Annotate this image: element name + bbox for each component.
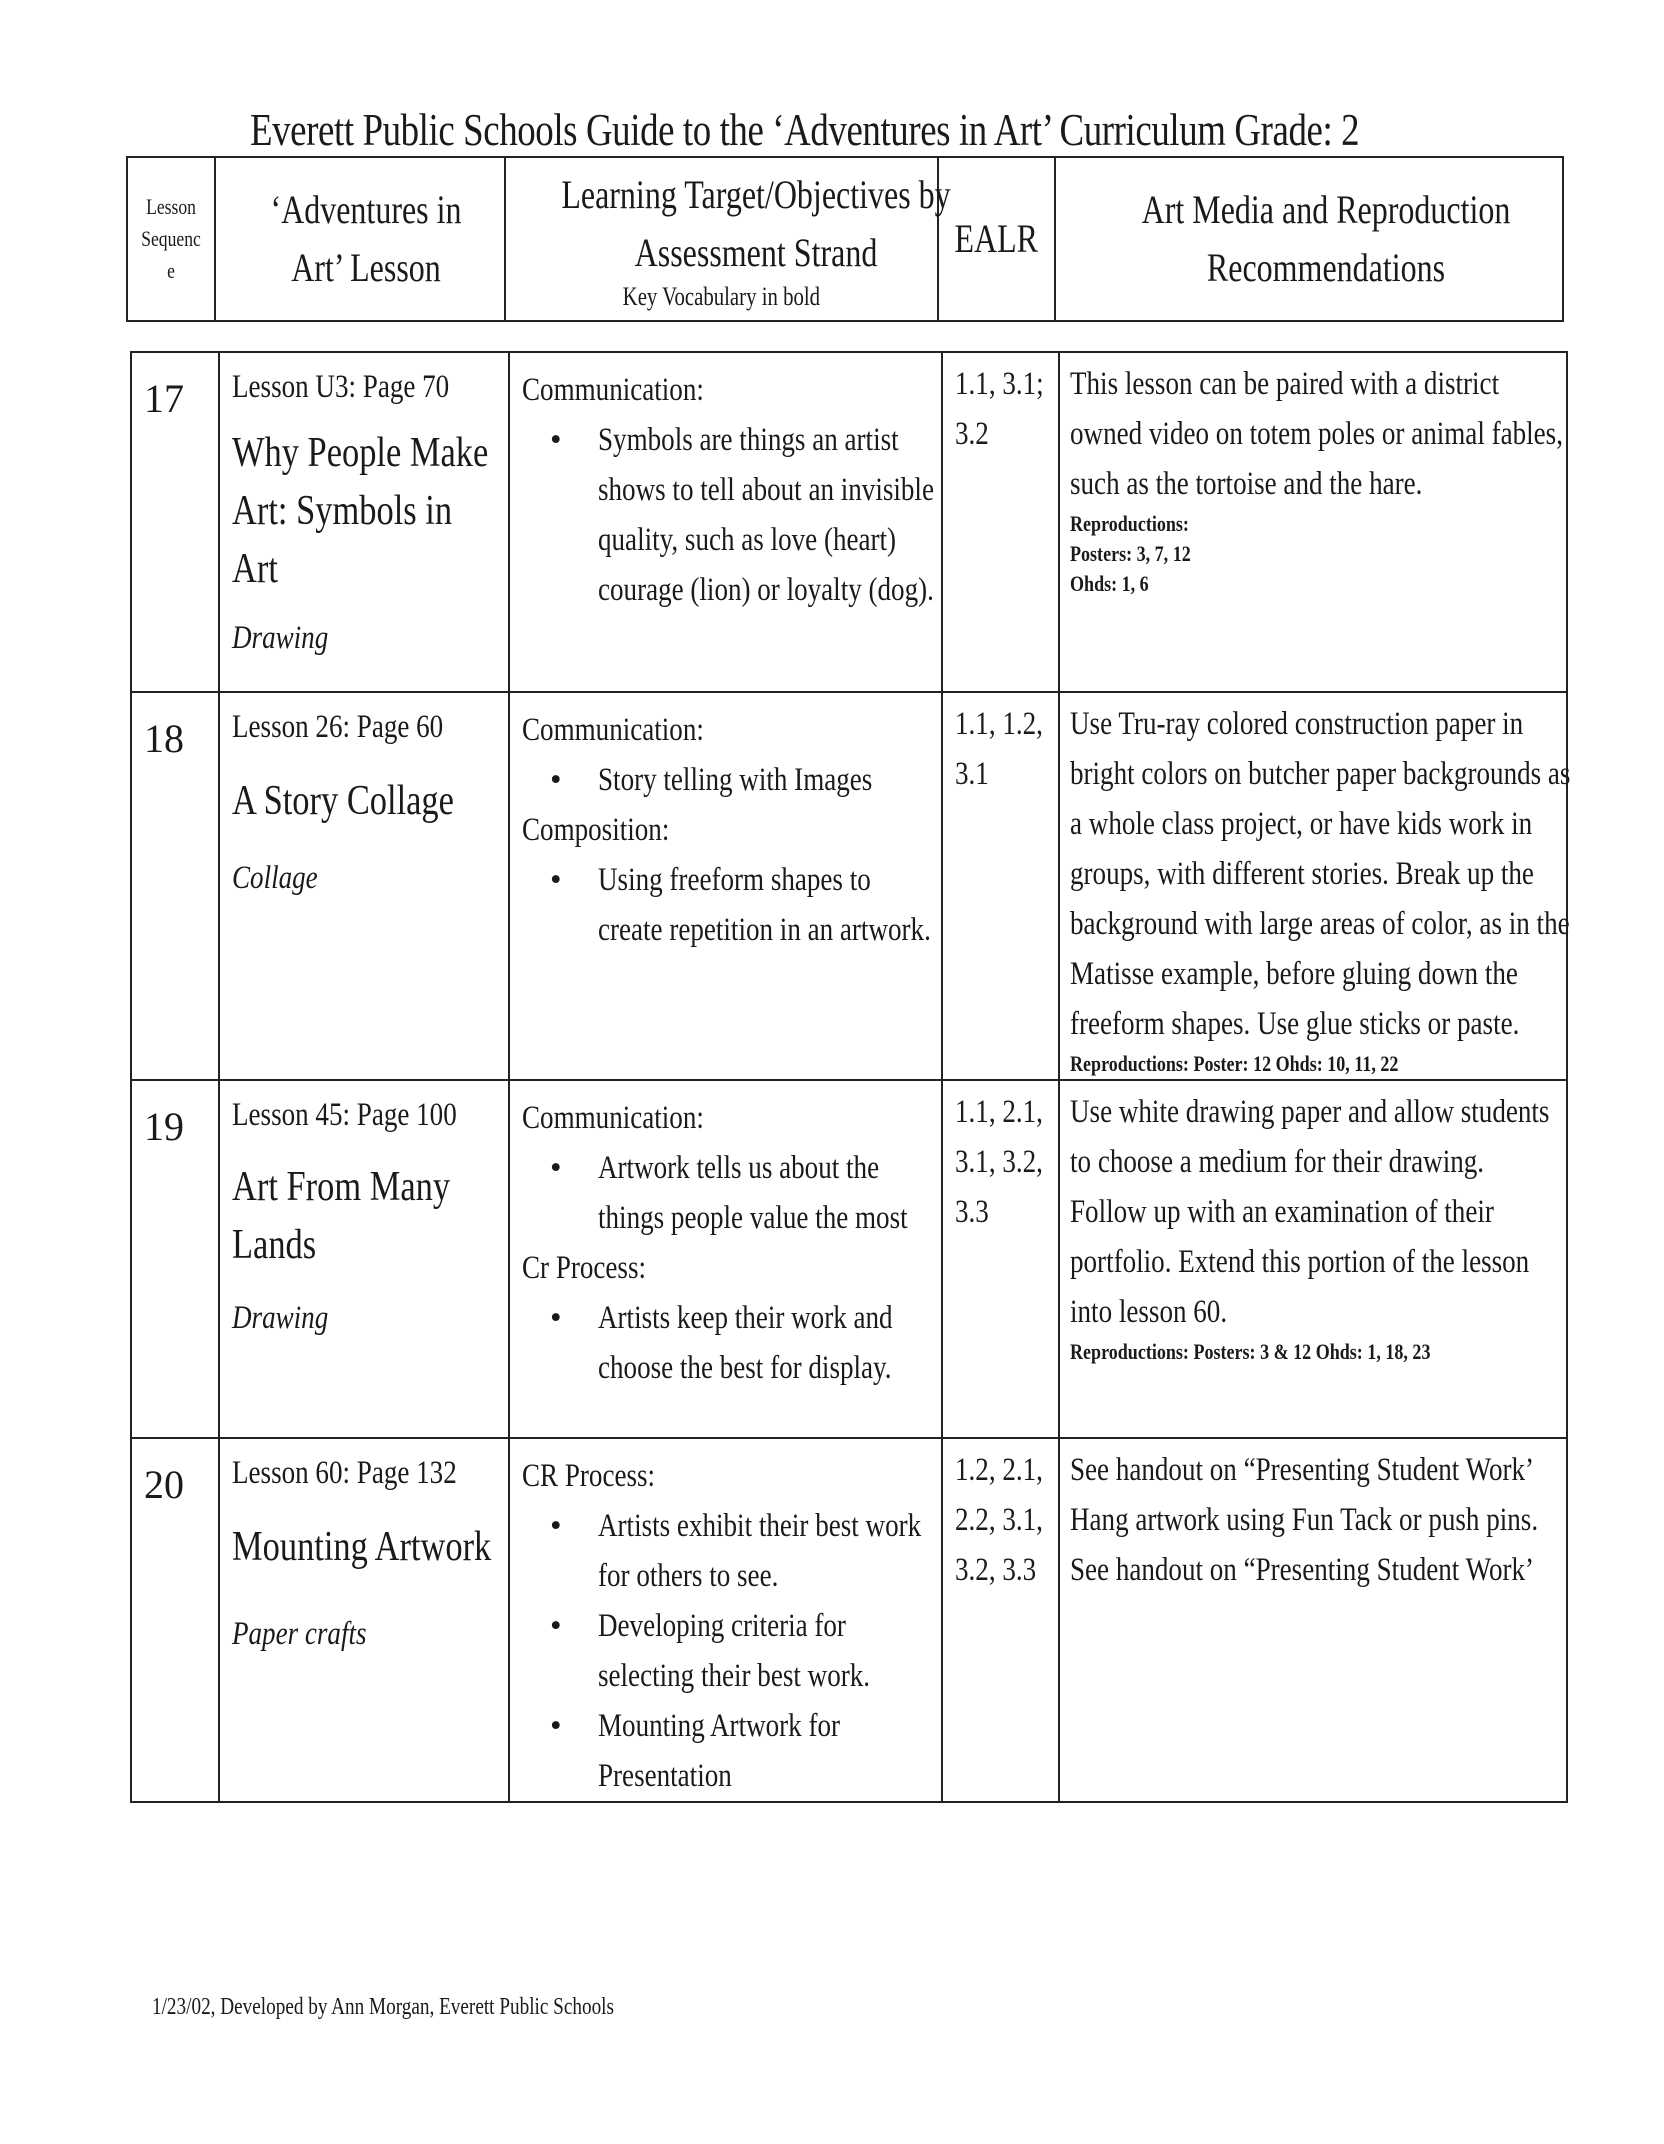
reproductions-line: Reproductions: bbox=[1070, 511, 1189, 536]
header-lesson-label: ‘Adventures in Art’ Lesson bbox=[270, 187, 462, 290]
header-sequence bbox=[127, 157, 215, 321]
objective-line: Artists keep their work and bbox=[598, 1300, 893, 1336]
sequence-number: 18 bbox=[144, 716, 184, 761]
lessons-table bbox=[130, 351, 1571, 1803]
lesson-title-line: Art From Many bbox=[232, 1164, 451, 1210]
header-objectives bbox=[505, 157, 951, 321]
lesson-reference: Lesson U3: Page 70 bbox=[232, 369, 450, 405]
header-media-label: Art Media and Reproduction Recommendations bbox=[1141, 187, 1511, 290]
objective-line: selecting their best work. bbox=[598, 1658, 871, 1694]
recommendation-line: portfolio. Extend this portion of the lesson bbox=[1070, 1244, 1530, 1280]
table-row bbox=[131, 352, 1567, 692]
recommendation-line: background with large areas of color, as in the bbox=[1070, 906, 1570, 942]
header-ealr-label: EALR bbox=[954, 216, 1039, 261]
page-title: Everett Public Schools Guide to the ‘Adventures in Art’ Curriculum Grade: 2 bbox=[250, 105, 1360, 155]
recommendation-line: See handout on “Presenting Student Work’ bbox=[1070, 1552, 1535, 1588]
ealr-value: 3.2 bbox=[955, 416, 989, 452]
objective-bullet bbox=[550, 415, 941, 615]
recommendation-line: Follow up with an examination of their bbox=[1070, 1194, 1494, 1230]
assessment-strand: Communication: bbox=[522, 1100, 704, 1136]
ealr-value: 3.1, 3.2, bbox=[955, 1144, 1043, 1180]
objective-bullet bbox=[550, 1143, 941, 1243]
lesson-medium: Drawing bbox=[232, 620, 329, 656]
recommendation-line: bright colors on butcher paper backgrounds as bbox=[1070, 756, 1571, 792]
recommendation-line: a whole class project, or have kids work in bbox=[1070, 806, 1533, 842]
objective-line: Using freeform shapes to bbox=[598, 862, 871, 898]
objective-line: Developing criteria for bbox=[598, 1608, 846, 1644]
lesson-title-line: Why People Make bbox=[232, 430, 489, 476]
reproductions-line: Reproductions: Posters: 3 & 12 Ohds: 1, 18, 23 bbox=[1070, 1339, 1431, 1364]
ealr-value: 3.3 bbox=[955, 1194, 989, 1230]
recommendation-line: into lesson 60. bbox=[1070, 1294, 1228, 1330]
objective-line: Artists exhibit their best work bbox=[598, 1508, 922, 1544]
recommendation-line: This lesson can be paired with a district bbox=[1070, 366, 1500, 402]
recommendation-line: Hang artwork using Fun Tack or push pins. bbox=[1070, 1502, 1539, 1538]
lesson-reference: Lesson 45: Page 100 bbox=[232, 1097, 457, 1133]
ealr-value: 3.2, 3.3 bbox=[955, 1552, 1037, 1588]
assessment-strand: Communication: bbox=[522, 372, 704, 408]
objective-line: Presentation bbox=[598, 1758, 732, 1794]
lesson-title-line: Art bbox=[232, 546, 278, 592]
objective-line: choose the best for display. bbox=[598, 1350, 892, 1386]
footer-credit: 1/23/02, Developed by Ann Morgan, Everett Public Schools bbox=[152, 1994, 614, 2020]
sequence-number: 17 bbox=[144, 376, 184, 421]
lesson-title-line: Mounting Artwork bbox=[232, 1524, 492, 1570]
recommendation-line: groups, with different stories. Break up the bbox=[1070, 856, 1534, 892]
objective-line: for others to see. bbox=[598, 1558, 779, 1594]
objective-line: Symbols are things an artist bbox=[598, 422, 899, 458]
objective-line: quality, such as love (heart) bbox=[598, 522, 897, 558]
ealr-value: 3.1 bbox=[955, 756, 989, 792]
recommendation-line: Use Tru-ray colored construction paper in bbox=[1070, 706, 1524, 742]
sequence-number: 19 bbox=[144, 1104, 184, 1149]
header-sequence-label: Lesson Sequenc e bbox=[141, 194, 201, 283]
lesson-title-line: Lands bbox=[232, 1222, 317, 1268]
recommendation-line: freeform shapes. Use glue sticks or paste. bbox=[1070, 1006, 1520, 1042]
objective-line: Story telling with Images bbox=[598, 762, 873, 798]
lesson-medium: Paper crafts bbox=[232, 1616, 367, 1652]
recommendation-line: See handout on “Presenting Student Work’ bbox=[1070, 1452, 1535, 1488]
objective-line: things people value the most bbox=[598, 1200, 908, 1236]
recommendation-line: to choose a medium for their drawing. bbox=[1070, 1144, 1485, 1180]
header-lesson bbox=[215, 157, 505, 321]
objective-bullet bbox=[550, 1293, 941, 1393]
ealr-value: 1.2, 2.1, bbox=[955, 1452, 1043, 1488]
objective-line: courage (lion) or loyalty (dog). bbox=[598, 572, 934, 608]
objective-bullet bbox=[550, 755, 941, 805]
table-row bbox=[131, 692, 1567, 1080]
objective-line: Mounting Artwork for bbox=[598, 1708, 841, 1744]
header-table bbox=[126, 156, 1564, 322]
header-vocab-note: Key Vocabulary in bold bbox=[622, 282, 821, 311]
lesson-medium: Drawing bbox=[232, 1300, 329, 1336]
assessment-strand: Cr Process: bbox=[522, 1250, 647, 1286]
objective-line: Artwork tells us about the bbox=[598, 1150, 880, 1186]
objective-line: create repetition in an artwork. bbox=[598, 912, 931, 948]
reproductions-line: Ohds: 1, 6 bbox=[1070, 571, 1149, 596]
objective-bullet bbox=[550, 1601, 941, 1701]
lesson-title-line: A Story Collage bbox=[232, 778, 454, 824]
recommendation-line: owned video on totem poles or animal fables, bbox=[1070, 416, 1563, 452]
header-media bbox=[1055, 157, 1563, 321]
reproductions-line: Reproductions: Poster: 12 Ohds: 10, 11, 22 bbox=[1070, 1051, 1399, 1076]
ealr-value: 1.1, 1.2, bbox=[955, 706, 1043, 742]
ealr-value: 2.2, 3.1, bbox=[955, 1502, 1043, 1538]
reproductions-line: Posters: 3, 7, 12 bbox=[1070, 541, 1191, 566]
lesson-reference: Lesson 60: Page 132 bbox=[232, 1455, 457, 1491]
recommendation-line: Use white drawing paper and allow students bbox=[1070, 1094, 1550, 1130]
lesson-medium: Collage bbox=[232, 860, 318, 896]
objective-line: shows to tell about an invisible bbox=[598, 472, 934, 508]
objective-bullet bbox=[550, 1501, 941, 1601]
objective-bullet bbox=[550, 1701, 941, 1801]
assessment-strand: Composition: bbox=[522, 812, 670, 848]
ealr-value: 1.1, 3.1; bbox=[955, 366, 1044, 402]
table-row bbox=[131, 1080, 1567, 1438]
ealr-value: 1.1, 2.1, bbox=[955, 1094, 1043, 1130]
assessment-strand: Communication: bbox=[522, 712, 704, 748]
lesson-reference: Lesson 26: Page 60 bbox=[232, 709, 444, 745]
recommendation-line: such as the tortoise and the hare. bbox=[1070, 466, 1423, 502]
recommendation-line: Matisse example, before gluing down the bbox=[1070, 956, 1518, 992]
sequence-number: 20 bbox=[144, 1462, 184, 1507]
assessment-strand: CR Process: bbox=[522, 1458, 656, 1494]
table-row bbox=[131, 1438, 1567, 1802]
header-objectives-label: Learning Target/Objectives by Assessment Strand bbox=[561, 172, 951, 275]
lesson-title-line: Art: Symbols in bbox=[232, 488, 453, 534]
objective-bullet bbox=[550, 855, 941, 955]
